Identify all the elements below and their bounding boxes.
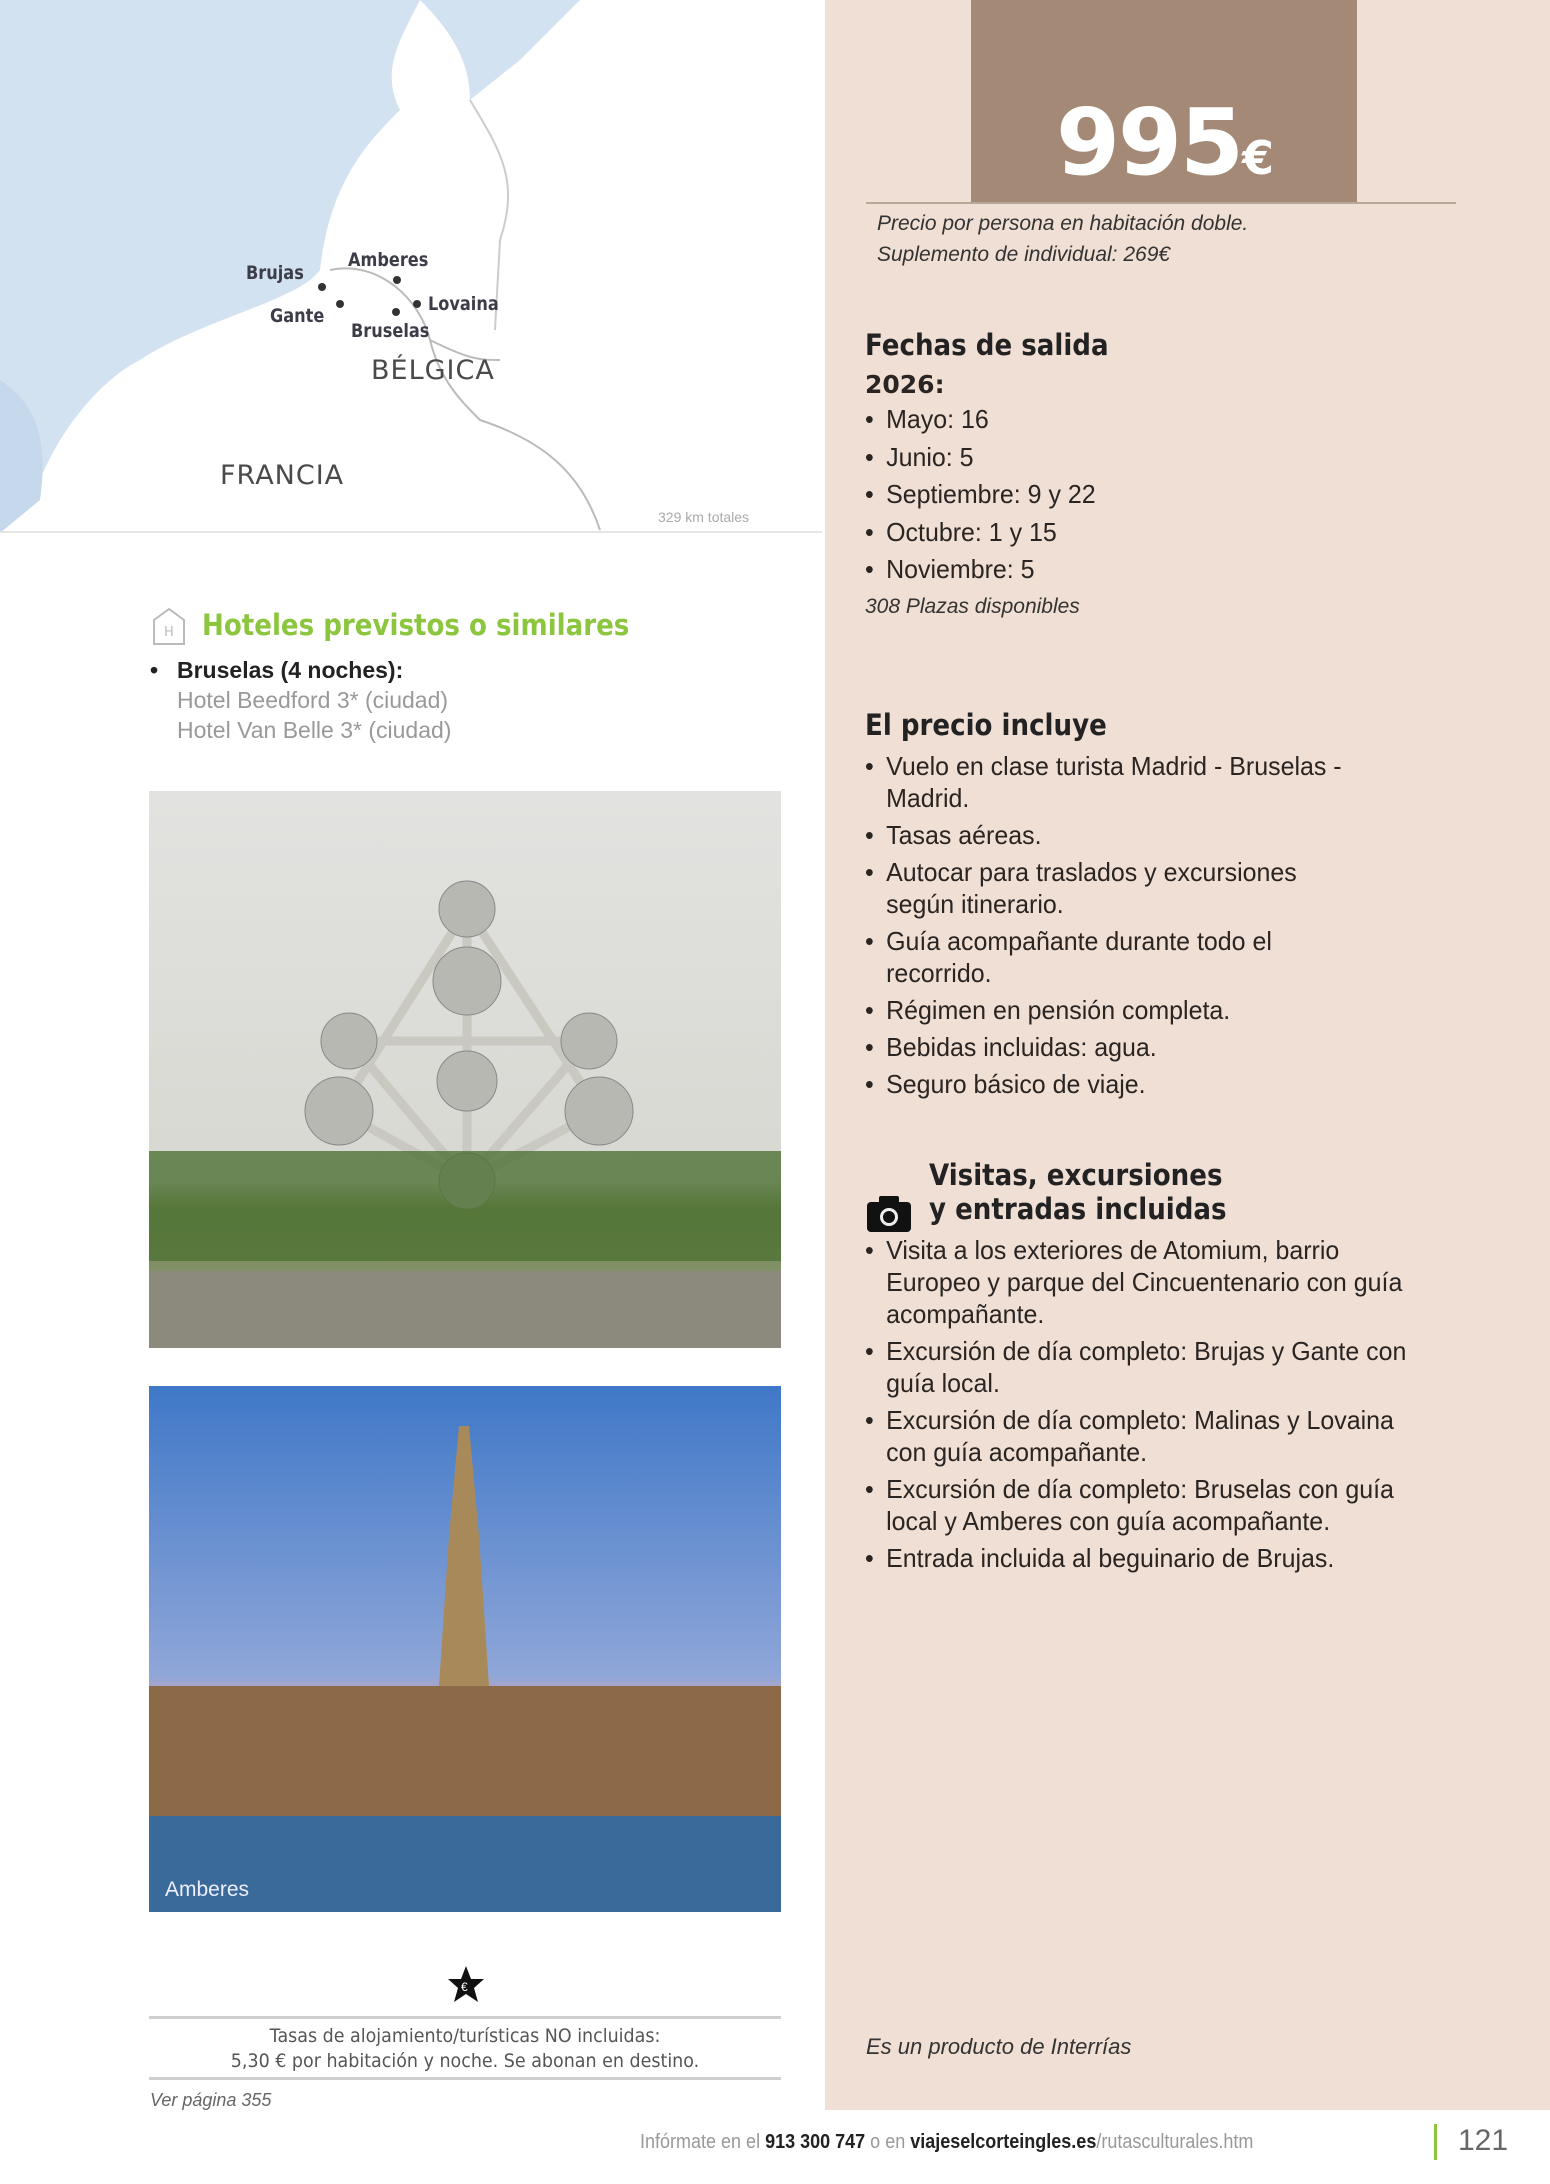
map-label-lovaina: Lovaina <box>428 293 499 315</box>
include-item: • Bebidas incluidas: agua. <box>865 1031 1364 1063</box>
camera-icon <box>867 1196 911 1232</box>
include-item: • Tasas aéreas. <box>865 819 1364 851</box>
section-title: Visitas, excursiones <box>929 1158 1223 1192</box>
includes-list <box>865 750 1385 1100</box>
hotel-icon <box>151 606 187 646</box>
website-link[interactable]: viajeselcorteingles.es <box>910 2131 1097 2153</box>
include-item: • Guía acompañante durante todo el recorrido. <box>865 925 1364 989</box>
section-title: Fechas de salida <box>865 328 1109 362</box>
hotel-name: Hotel Beedford 3* (ciudad) <box>177 687 449 713</box>
dates-list <box>865 403 1465 585</box>
route-map <box>0 0 822 533</box>
website-path[interactable]: /rutasculturales.htm <box>1096 2131 1254 2153</box>
section-title: El precio incluye <box>865 708 1107 742</box>
map-dot <box>392 308 400 316</box>
tax-line: Tasas de alojamiento/turísticas NO incluidas: <box>269 2025 661 2047</box>
footer-text: Infórmate en el <box>640 2131 766 2153</box>
visit-item: • Entrada incluida al beguinario de Brujas. <box>865 1542 1422 1574</box>
visit-item: • Excursión de día completo: Brujas y Gante con guía local. <box>865 1335 1422 1399</box>
price-notes <box>877 208 1248 270</box>
section-title: y entradas incluidas <box>929 1192 1227 1226</box>
footer-contact <box>640 2131 1253 2154</box>
photo-caption: Amberes <box>165 1878 250 1901</box>
hotels-section: • Bruselas (4 noches): Hotel Beedford 3* (ciudad) Hotel Van Belle 3* (ciudad) <box>150 657 452 743</box>
map-dot <box>413 300 421 308</box>
map-label-bruselas: Bruselas <box>351 320 430 342</box>
svg-text:€: € <box>461 1980 468 1994</box>
date-item: • Junio: 5 <box>865 441 1441 473</box>
page-number: 121 <box>1458 2124 1509 2157</box>
include-item: • Vuelo en clase turista Madrid - Bruselas - Madrid. <box>865 750 1364 814</box>
include-item: • Autocar para traslados y excursiones según itinerario. <box>865 856 1364 920</box>
divider <box>149 2077 781 2080</box>
tax-line: 5,30 € por habitación y noche. Se abonan en destino. <box>230 2050 700 2072</box>
date-item: • Noviembre: 5 <box>865 553 1441 585</box>
phone-number[interactable]: 913 300 747 <box>765 2131 866 2153</box>
hotel-city: Bruselas (4 noches): <box>177 657 404 683</box>
includes-section <box>865 708 1465 1105</box>
see-page-link[interactable]: Ver página 355 <box>150 2090 272 2110</box>
map-label-brujas: Brujas <box>246 262 304 284</box>
price-currency: € <box>1242 131 1273 185</box>
product-note: Es un producto de Interrías <box>866 2034 1132 2059</box>
map-dot <box>318 283 326 291</box>
divider <box>149 2016 781 2019</box>
supplement-note: Suplemento de individual: 269€ <box>877 243 1171 266</box>
date-item: • Octubre: 1 y 15 <box>865 516 1441 548</box>
hotels-title: Hoteles previstos o similares <box>202 608 630 642</box>
date-item: • Septiembre: 9 y 22 <box>865 478 1441 510</box>
photo-amberes <box>149 1386 781 1912</box>
hotel-name: Hotel Van Belle 3* (ciudad) <box>177 717 452 743</box>
visits-section <box>865 1158 1465 1579</box>
map-dot <box>336 300 344 308</box>
year: 2026: <box>865 370 945 399</box>
photo-atomium <box>149 791 781 1348</box>
visit-item: • Visita a los exteriores de Atomium, barrio Europeo y parque del Cincuentenario con guía acompañante. <box>865 1234 1422 1330</box>
include-item: • Seguro básico de viaje. <box>865 1068 1364 1100</box>
price <box>971 89 1357 196</box>
price-box <box>971 0 1357 202</box>
map-label-belgica: BÉLGICA <box>371 355 495 386</box>
price-note: Precio por persona en habitación doble. <box>877 212 1249 235</box>
euro-star-icon <box>448 1966 484 2004</box>
svg-text:H: H <box>164 625 174 640</box>
map-label-amberes: Amberes <box>348 249 429 271</box>
date-item: • Mayo: 16 <box>865 403 1441 435</box>
visits-list <box>865 1234 1445 1574</box>
map-label-francia: FRANCIA <box>220 460 345 491</box>
divider <box>866 202 1456 204</box>
visit-item: • Excursión de día completo: Malinas y Lovaina con guía acompañante. <box>865 1404 1422 1468</box>
map-label-gante: Gante <box>270 305 325 327</box>
seats-available: 308 Plazas disponibles <box>865 595 1080 618</box>
map-dot <box>393 276 401 284</box>
visit-item: • Excursión de día completo: Bruselas con guía local y Amberes con guía acompañante. <box>865 1473 1422 1537</box>
include-item: • Régimen en pensión completa. <box>865 994 1364 1026</box>
map-distance: 329 km totales <box>658 509 750 525</box>
dates-section <box>865 328 1465 619</box>
price-amount: 995 <box>1055 89 1243 196</box>
divider <box>1434 2124 1437 2160</box>
tax-note <box>174 2024 755 2074</box>
footer-text: o en <box>865 2131 911 2153</box>
